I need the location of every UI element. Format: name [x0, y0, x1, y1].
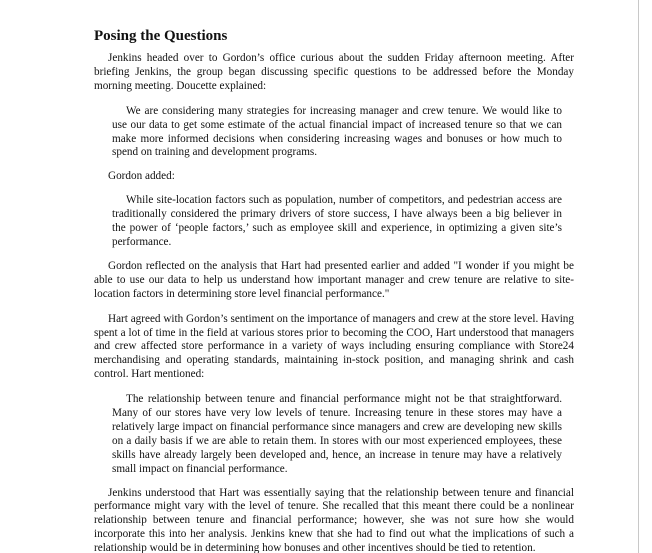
quote-doucette [112, 105, 562, 161]
paragraph-jenkins-conclusion: Jenkins understood that Hart was essentially saying that the relationship between tenure and financial performance might vary with the level of tenure. She recalled that this meant there could be a nonlinear relationship between tenure and financial performance; however, she was not sure how she would incorporate this into her analysis. Jenkins knew that she had to find out what the implications of such a relationship would be in determining how bonuses and other incentives should be tied to retention. [94, 486, 574, 553]
quote-hart [112, 393, 562, 476]
page-edge-divider [638, 0, 639, 553]
paragraph-intro: Jenkins headed over to Gordon’s office curious about the sudden Friday afternoon meeting. After briefing Jenkins, the group began discussing specific questions to be addressed before the Monday morning meeting. Doucette explained: [94, 52, 574, 92]
gordon-added-label: Gordon added: [108, 170, 175, 183]
quote-doucette-text: We are considering many strategies for increasing manager and crew tenure. We would like to use our data to get some estimate of the actual financial impact of increased tenure so that we can make more informed decisions when considering increasing wages and bonuses or how much to spend on training and development programs. [112, 104, 562, 159]
section-heading: Posing the Questions [94, 28, 228, 44]
paragraph-hart-agreement: Hart agreed with Gordon’s sentiment on the importance of managers and crew at the store level. Having spent a lot of time in the field at various stores prior to becoming the COO, Hart understood that managers and crew affected store performance in a variety of ways including ensuring compliance with Store24 merchandising and operating standards, maintaining in-stock position, and managing shrink and cash control. Hart mentioned: [94, 312, 574, 381]
paragraph-gordon-reflection: Gordon reflected on the analysis that Hart had presented earlier and added "I wonder if you might be able to use our data to help us understand how important manager and crew tenure are relative to site-location factors in determining store level financial performance." [94, 259, 574, 300]
quote-hart-text: The relationship between tenure and financial performance might not be that straightforward. Many of our stores have very low levels of tenure. Increasing tenure in these stores may have a relatively large impact on financial performance since managers and crew are developing new skills on a daily basis if we are able to retain them. In stores with our most experienced employees, these skills have already largely been developed and, hence, an increase in tenure may have a relatively small impact on financial performance. [112, 393, 562, 475]
document-body [94, 27, 574, 553]
quote-gordon-text: While site-location factors such as population, number of competitors, and pedestrian access are traditionally considered the primary drivers of store success, I have always been a big believer in the power of ‘people factors,’ such as employee skill and experience, in optimizing a given site’s performance. [112, 194, 562, 248]
quote-gordon [112, 194, 562, 250]
